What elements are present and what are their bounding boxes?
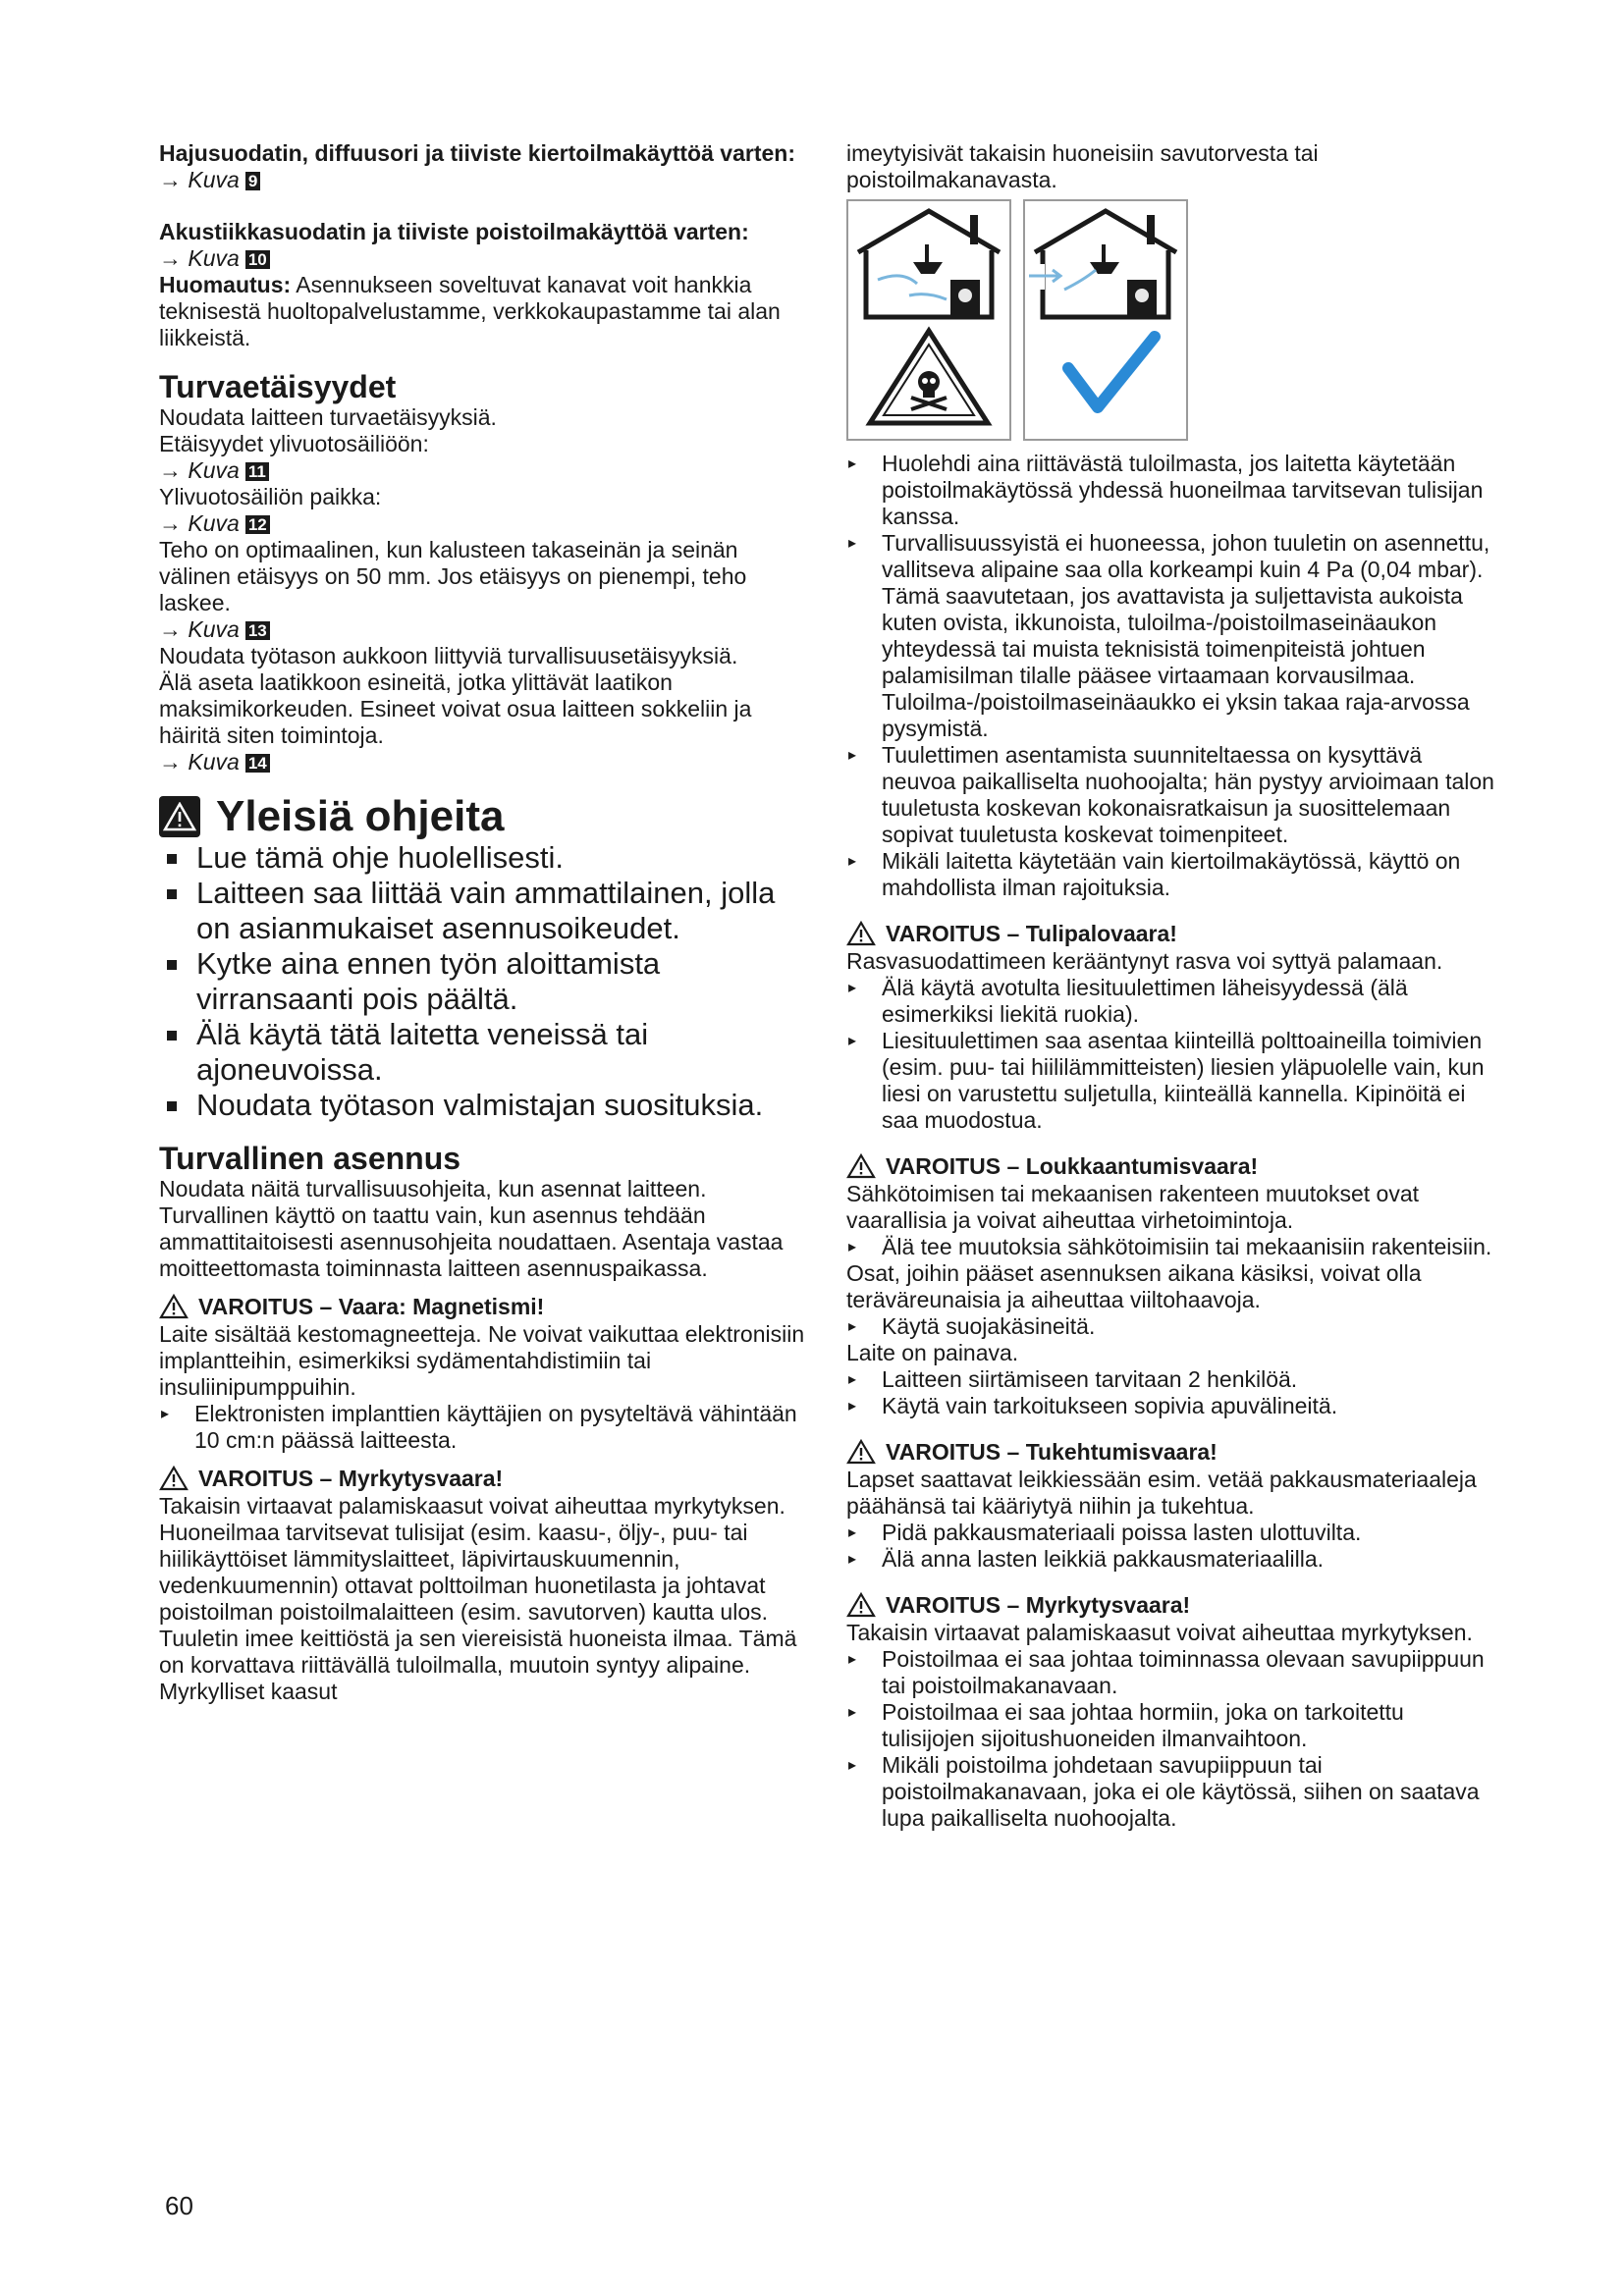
warning-text: Takaisin virtaavat palamiskaasut voivat aiheuttaa myrkytyksen. Huoneilmaa tarvitsevat tulisijat (esim. kaasu-, öljy-, puu- tai hiilikäyttöiset lämmityslaitteet, läpivirtauskuumennin, vedenkuumennin) ottavat polttoilman huonetilasta ja johtavat poistoilman poistoilmalaitteen (esim. savutorven) kautta ulos. Tuuletin imee keittiöstä ja sen viereisistä huoneista ilmaa. Tämä on korvattava riittävällä tuloilmalla, muutoin syntyy alipaine. Myrkylliset kaasut — [159, 1493, 797, 1704]
list-item: ▸ Huolehdi aina riittävästä tuloilmasta, jos laitetta käytetään poistoilmakäytössä yhdessä huoneilmaa tarvitsevan tulisijan kanssa. — [846, 451, 1494, 530]
warning-text: Takaisin virtaavat palamiskaasut voivat aiheuttaa myrkytyksen. — [846, 1620, 1473, 1645]
general-instructions-heading — [159, 793, 807, 840]
warning-heading: VAROITUS – Vaara: Magnetismi! — [159, 1292, 807, 1321]
note-label: Huomautus: — [159, 272, 292, 297]
warning-text: Rasvasuodattimeen kerääntynyt rasva voi syttyä palamaan. — [846, 948, 1443, 974]
warning-triangle-icon — [846, 1592, 876, 1618]
safety-distances-text: Teho on optimaalinen, kun kalusteen takaseinän ja seinän välinen etäisyys on 50 mm. Jos etäisyys on pienempi, teho laskee. — [159, 537, 747, 615]
figure-number-badge: 14 — [245, 754, 270, 773]
list-item: ▸ Tuulettimen asentamista suunniteltaessa on kysyttävä neuvoa paikalliselta nuohoojalta; hän pystyy arvioimaan talon tuuletusta koskevan kokonaisratkaisun ja suosittelemaan sopivat tuuletusta koskevat toimenpiteet. — [846, 742, 1494, 848]
warning-text: Laite on painava. — [846, 1340, 1019, 1365]
figure-number-badge: 12 — [245, 515, 270, 534]
figure-reference: → Kuva 11 — [159, 457, 807, 484]
list-item: ▸ Älä käytä avotulta liesituulettimen läheisyydessä (älä esimerkiksi liekitä ruokia). — [846, 975, 1494, 1028]
warning-list — [846, 1366, 1494, 1419]
general-instructions-title: Yleisiä ohjeita — [216, 792, 505, 840]
list-item: Älä käytä tätä laitetta veneissä tai ajoneuvoissa. — [159, 1017, 807, 1088]
safety-distances-text: Etäisyydet ylivuotosäiliöön: — [159, 431, 429, 456]
figure-reference: → Kuva 14 — [159, 749, 807, 775]
house-icon — [1029, 211, 1176, 317]
safety-distances-text: Noudata laitteen turvaetäisyyksiä. — [159, 404, 497, 430]
list-item: Noudata työtason valmistajan suosituksia. — [159, 1088, 807, 1123]
ventilation-notes-list — [846, 451, 1494, 901]
figure-correct — [1023, 199, 1188, 441]
figure-number-badge: 10 — [245, 250, 270, 269]
warning-triangle-icon — [846, 1153, 876, 1179]
safety-distances-text: Älä aseta laatikkoon esineitä, jotka ylittävät laatikon maksimikorkeuden. Esineet voivat osua laitteen sokkeliin ja häiritä siten toimintoja. — [159, 669, 752, 748]
warning-text: Osat, joihin pääset asennuksen aikana käsiksi, voivat olla teräväreunaisia ja aiheuttaa viiltohaavoja. — [846, 1260, 1422, 1312]
note-paragraph — [159, 272, 807, 351]
diffuser-filter-heading: Hajusuodatin, diffuusori ja tiiviste kiertoilmakäyttöä varten: — [159, 140, 795, 166]
figure-danger — [846, 199, 1011, 441]
note-text: Asennukseen soveltuvat kanavat voit hankkia teknisestä huoltopalvelustamme, verkkokaupastamme tai alan liikkeistä. — [159, 272, 781, 350]
ventilation-figures — [846, 199, 1494, 441]
list-item: ▸ Käytä vain tarkoitukseen sopivia apuvälineitä. — [846, 1393, 1494, 1419]
left-column — [159, 140, 807, 1705]
warning-list — [846, 1520, 1494, 1573]
list-item: Lue tämä ohje huolellisesti. — [159, 840, 807, 876]
warning-list — [846, 1313, 1494, 1340]
warning-list — [159, 1401, 807, 1454]
acoustic-filter-heading: Akustiikkasuodatin ja tiiviste poistoilmakäyttöä varten: — [159, 219, 749, 244]
list-item: ▸ Poistoilmaa ei saa johtaa toiminnassa olevaan savupiippuun tai poistoilmakanavaan. — [846, 1646, 1494, 1699]
figure-number-badge: 13 — [245, 621, 270, 640]
list-item: ▸ Älä anna lasten leikkiä pakkausmateriaalilla. — [846, 1546, 1494, 1573]
list-item: ▸ Älä tee muutoksia sähkötoimisiin tai mekaanisiin rakenteisiin. — [846, 1234, 1494, 1260]
list-item: ▸ Pidä pakkausmateriaali poissa lasten ulottuvilta. — [846, 1520, 1494, 1546]
list-item: ▸ Laitteen siirtämiseen tarvitaan 2 henkilöä. — [846, 1366, 1494, 1393]
warning-list — [846, 1234, 1494, 1260]
warning-list — [846, 975, 1494, 1134]
figure-number-badge: 9 — [245, 172, 260, 190]
safe-installation-text: Noudata näitä turvallisuusohjeita, kun asennat laitteen. — [159, 1176, 707, 1201]
warning-heading: VAROITUS – Myrkytysvaara! — [846, 1590, 1494, 1620]
figure-reference: → Kuva 13 — [159, 616, 807, 643]
list-item: ▸ Mikäli poistoilma johdetaan savupiippuun tai poistoilmakanavaan, joka ei ole käytössä, siihen on saatava lupa paikalliselta nuohoojalta. — [846, 1752, 1494, 1832]
warning-triangle-icon — [159, 796, 200, 837]
skull-warning-icon — [870, 331, 988, 423]
warning-heading: VAROITUS – Loukkaantumisvaara! — [846, 1151, 1494, 1181]
list-item: ▸ Turvallisuussyistä ei huoneessa, johon tuuletin on asennettu, vallitseva alipaine saa olla korkeampi kuin 4 Pa (0,04 mbar). Tämä saavutetaan, jos avattavista ja suljettavista aukoista kuten ovista, ikkunoista, tuloilma-/poistoilmaseinäaukon yhteydessä tai muista teknisistä toimenpiteistä johtuen palamisilman tilalle pääsee virtaamaan korvausilmaa. Tuloilma-/poistoilmaseinäaukko ei yksin takaa raja-arvossa pysymistä. — [846, 530, 1494, 742]
general-instructions-list — [159, 840, 807, 1123]
figure-reference: → Kuva 12 — [159, 510, 807, 537]
checkmark-icon — [1068, 337, 1155, 407]
list-item: Kytke aina ennen työn aloittamista virransaanti pois päältä. — [159, 946, 807, 1017]
safety-distances-heading: Turvaetäisyydet — [159, 369, 397, 404]
list-item: ▸ Mikäli laitetta käytetään vain kiertoilmakäytössä, käyttö on mahdollista ilman rajoituksia. — [846, 848, 1494, 901]
house-icon — [858, 211, 1000, 317]
safety-distances-text: Ylivuotosäiliön paikka: — [159, 484, 382, 509]
warning-triangle-icon — [159, 1294, 189, 1319]
warning-text: Sähkötoimisen tai mekaanisen rakenteen muutokset ovat vaarallisia ja voivat aiheuttaa virhetoimintoja. — [846, 1181, 1419, 1233]
safe-installation-heading: Turvallinen asennus — [159, 1141, 461, 1176]
page-number: 60 — [165, 2191, 193, 2220]
warning-list — [846, 1646, 1494, 1832]
warning-triangle-icon — [846, 1439, 876, 1465]
warning-triangle-icon — [159, 1466, 189, 1491]
safe-installation-text: Turvallinen käyttö on taattu vain, kun asennus tehdään ammattitaitoisesti asennusohjeita noudattaen. Asentaja vastaa moitteettomasta toiminnasta laitteen asennuspaikassa. — [159, 1202, 784, 1281]
list-item: Laitteen saa liittää vain ammattilainen, jolla on asianmukaiset asennusoikeudet. — [159, 876, 807, 946]
figure-number-badge: 11 — [245, 462, 269, 481]
warning-text: Laite sisältää kestomagneetteja. Ne voivat vaikuttaa elektronisiin implantteihin, esimerkiksi sydämentahdistimiin tai insuliinipumppuihin. — [159, 1321, 805, 1400]
figure-reference: → Kuva 10 — [159, 245, 807, 272]
list-item: ▸ Poistoilmaa ei saa johtaa hormiin, joka on tarkoitettu tulisijojen sijoitushuoneiden ilmanvaihtoon. — [846, 1699, 1494, 1752]
warning-text: Lapset saattavat leikkiessään esim. vetää pakkausmateriaaleja päähänsä tai kääriytyä niihin ja tukehtua. — [846, 1467, 1477, 1519]
safety-distances-text: Noudata työtason aukkoon liittyviä turvallisuusetäisyyksiä. — [159, 643, 738, 668]
right-column — [846, 140, 1494, 1832]
warning-heading: VAROITUS – Tukehtumisvaara! — [846, 1437, 1494, 1467]
continued-text: imeytyisivät takaisin huoneisiin savutorvesta tai poistoilmakanavasta. — [846, 140, 1319, 192]
warning-triangle-icon — [846, 921, 876, 946]
figure-reference: → Kuva 9 — [159, 167, 807, 193]
list-item: ▸ Elektronisten implanttien käyttäjien on pysyteltävä vähintään 10 cm:n päässä laitteesta. — [159, 1401, 807, 1454]
list-item: ▸ Käytä suojakäsineitä. — [846, 1313, 1494, 1340]
list-item: ▸ Liesituulettimen saa asentaa kiinteillä polttoaineilla toimivien (esim. puu- tai hiililämmitteisten) liesien yläpuolelle vain, kun liesi on varustettu suljetulla, kiinteällä kannella. Kipinöitä ei saa muodostua. — [846, 1028, 1494, 1134]
warning-heading: VAROITUS – Tulipalovaara! — [846, 919, 1494, 948]
warning-heading: VAROITUS – Myrkytysvaara! — [159, 1464, 807, 1493]
